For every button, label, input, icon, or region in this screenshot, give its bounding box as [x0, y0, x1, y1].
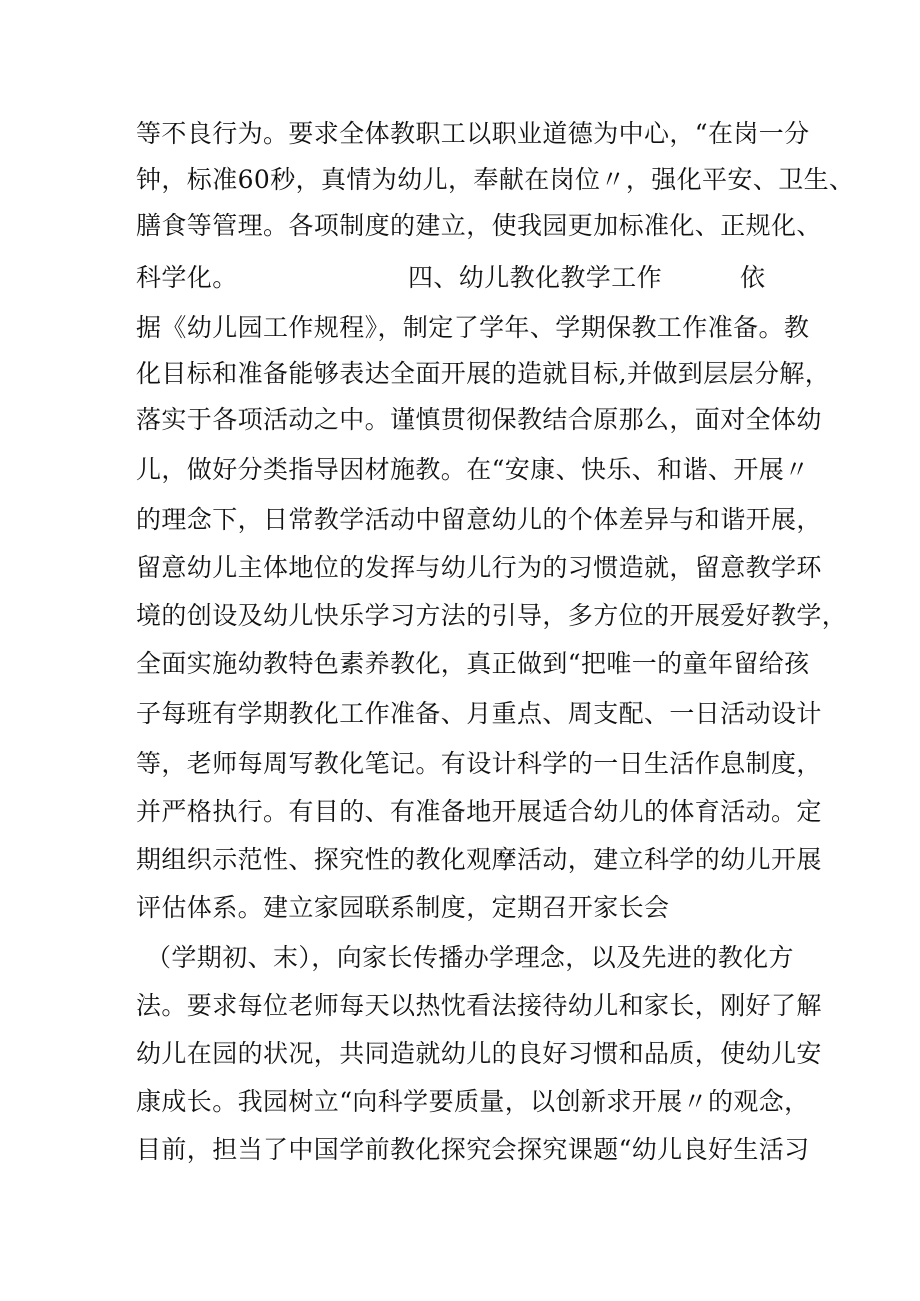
text-line-20: 幼儿在园的状况，共同造就幼儿的良好习惯和品质，使幼儿安	[136, 1039, 822, 1068]
text-line-16: 期组织示范性、探究性的教化观摩活动，建立科学的幼儿开展	[136, 845, 822, 874]
section-heading: 四、幼儿教化教学工作	[408, 263, 663, 292]
text-line-10: 留意幼儿主体地位的发挥与幼儿行为的习惯造就，留意教学环	[136, 553, 822, 582]
text-line-19: 法。要求每位老师每天以热忱看法接待幼儿和家长，刚好了解	[136, 991, 822, 1020]
text-line-4-start: 科学化。	[136, 263, 238, 292]
text-line-13: 子每班有学期教化工作准备、月重点、周支配、一日活动设计	[136, 699, 822, 728]
text-line-2: 钟，标准60秒，真情为幼儿，奉献在岗位〃，强化平安、卫生、	[136, 165, 855, 194]
text-line-22: 目前，担当了中国学前教化探究会探究课题“幼儿良好生活习	[136, 1135, 810, 1164]
text-line-18: （学期初、末），向家长传播办学理念，以及先进的教化方	[146, 943, 794, 972]
text-line-12: 全面实施幼教特色素养教化，真正做到“把唯一的童年留给孩	[136, 649, 810, 678]
text-line-11: 境的创设及幼儿快乐学习方法的引导，多方位的开展爱好教学，	[136, 601, 848, 630]
text-line-1: 等不良行为。要求全体教职工以职业道德为中心，“在岗一分	[136, 119, 810, 148]
text-line-5: 据《幼儿园工作规程》，制定了学年、学期保教工作准备。教	[136, 313, 810, 342]
text-line-4-end: 依	[740, 263, 766, 292]
text-line-7: 落实于各项活动之中。谨慎贯彻保教结合原那么，面对全体幼	[136, 405, 822, 434]
text-line-15: 并严格执行。有目的、有准备地开展适合幼儿的体育活动。定	[136, 797, 822, 826]
text-line-3: 膳食等管理。各项制度的建立，使我园更加标准化、正规化、	[136, 211, 822, 240]
text-line-17: 评估体系。建立家园联系制度，定期召开家长会	[136, 893, 670, 922]
text-line-14: 等，老师每周写教化笔记。有设计科学的一日生活作息制度，	[136, 749, 822, 778]
text-line-8: 儿，做好分类指导因材施教。在“安康、快乐、和谐、开展〃	[136, 455, 810, 484]
text-line-21: 康成长。我园树立“向科学要质量，以创新求开展〃的观念，	[136, 1087, 810, 1116]
text-line-4	[136, 258, 796, 298]
text-line-9: 的理念下，日常教学活动中留意幼儿的个体差异与和谐开展，	[136, 505, 822, 534]
text-line-6: 化目标和准备能够表达全面开展的造就目标,并做到层层分解，	[136, 359, 831, 388]
